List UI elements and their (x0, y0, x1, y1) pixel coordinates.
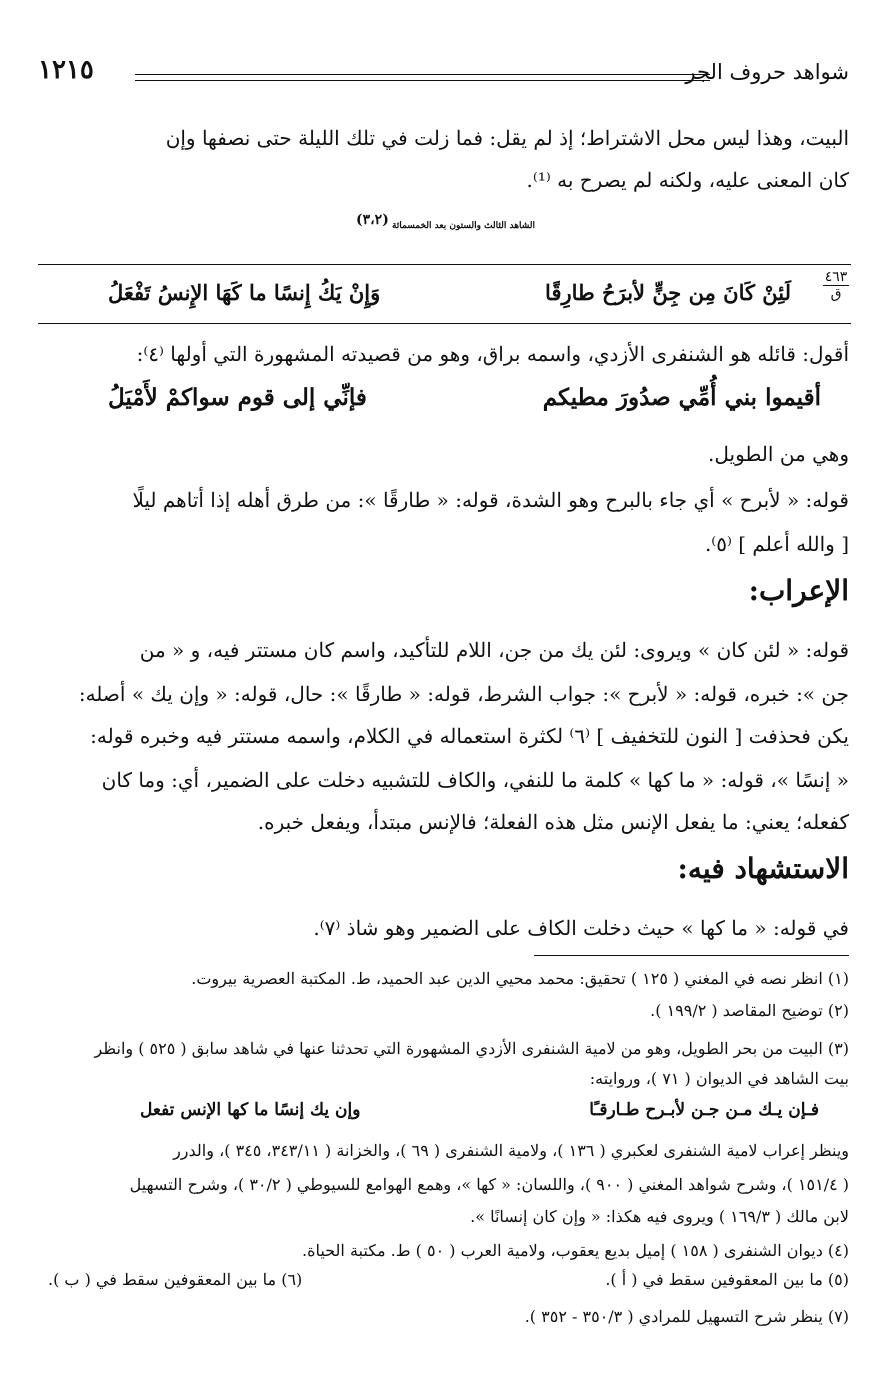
irab-line-3: يكن فحذفت [ النون للتخفيف ] ⁽٦⁾ لكثرة استعماله في الكلام، واسمه مستتر فيه وخبره قوله: (90, 724, 849, 748)
istishhad-heading: الاستشهاد فيه: (677, 852, 849, 885)
verse-top-rule (38, 264, 851, 265)
irab-line-4: « إنسًا »، قوله: « ما كها » كلمة ما للنفي، والكاف للتشبيه دخلت على الضمير، أي: وما كان (101, 768, 849, 792)
footnote-2: (٢) توضيح المقاصد ( ١٩٩/٢ ). (650, 1001, 849, 1020)
footnote-7: (٧) ينظر شرح التسهيل للمرادي ( ٣٥٠/٣ - ٣٥٢ ). (524, 1307, 849, 1326)
commentary-verse-second: فإنِّي إلى قوم سواكمْ لأَمْيَلُ (108, 384, 367, 411)
footnote-1: (١) انظر نصه في المغني ( ١٢٥ ) تحقيق: محمد محيي الدين عبد الحميد، ط. المكتبة العصرية بيروت. (191, 969, 849, 988)
running-header-title: شواهد حروف الجر (685, 60, 849, 84)
header-rule (135, 74, 710, 81)
footnote-3-verse-second: وإن يك إنسًا ما كها الإنس تفعل (140, 1100, 361, 1120)
irab-line-2: جن »: خبره، قوله: « لأبرح »: جواب الشرط، قوله: « طارقًا »: حال، قوله: « وإن يك » أصله: (78, 682, 849, 706)
footnote-3-verse-first: فـإن يـك مـن جـن لأبـرح طـارقـًا (589, 1100, 819, 1120)
main-verse-second-hemistich: وَإِنْ يَكُ إِنسًا ما كَهَا الإِنسُ تَفْعَلُ (108, 280, 381, 305)
witness-number-bottom: ق (830, 286, 842, 302)
footnote-3-line-2: بيت الشاهد في الديوان ( ٧١ )، وروايته: (589, 1069, 849, 1088)
page-number: ١٢١٥ (38, 55, 94, 85)
commentary-verse-first: أقيموا بني أُمِّي صدُورَ مطيكم (542, 384, 821, 411)
commentary-line-2: وهي من الطويل. (708, 442, 849, 466)
footnote-3-line-1: (٣) البيت من بحر الطويل، وهو من لامية الشنفرى الأزدي المشهورة التي تحدثنا عنها في شاهد سابق ( ٥٢٥ ) وانظر (94, 1039, 849, 1058)
witness-number-top: ٤٦٣ (824, 269, 848, 285)
footnote-3-line-4: ( ١٥١/٤ )، وشرح شواهد المغني ( ٩٠٠ )، واللسان: « كها »، وهمع الهوامع للسيوطي ( ٣٠/٢ )، وشرح التسهيل (129, 1175, 849, 1194)
verse-bottom-rule (38, 323, 851, 324)
commentary-line-4: [ والله أعلم ] ⁽٥⁾. (704, 532, 849, 556)
commentary-line-1: أقول: قائله هو الشنفرى الأزدي، واسمه براق، وهو من قصيدته المشهورة التي أولها ⁽٤⁾: (136, 342, 849, 366)
irab-line-5: كفعله؛ يعني: ما يفعل الإنس مثل هذه الفعلة؛ فالإنس مبتدأ، ويفعل خبره. (257, 810, 849, 834)
footnote-6: (٦) ما بين المعقوفين سقط في ( ب ). (48, 1270, 303, 1289)
footnote-3-line-3: وينظر إعراب لامية الشنفرى لعكبري ( ١٣٦ )، ولامية الشنفرى ( ٦٩ )، والخزانة ( ٣٤٣/١١، ٣٤٥ )، والدرر (173, 1141, 849, 1160)
footnote-separator (534, 955, 849, 956)
intro-line-2: كان المعنى عليه، ولكنه لم يصرح به ⁽¹⁾. (526, 168, 849, 192)
witness-number (823, 270, 849, 301)
commentary-line-3: قوله: « لأبرح » أي جاء بالبرح وهو الشدة، قوله: « طارقًا »: من طرق أهله إذا أتاهم ليلًا (132, 488, 849, 512)
witness-title (0, 212, 891, 231)
footnote-3-line-5: لابن مالك ( ١٦٩/٣ ) ويروى فيه هكذا: « وإن كان إنسانًا ». (470, 1207, 849, 1226)
main-verse-first-hemistich: لَئِنْ كَانَ مِن جِنٍّ لأبرَحُ طارِقًا (545, 280, 791, 305)
footnote-5: (٥) ما بين المعقوفين سقط في ( أ ). (605, 1270, 849, 1289)
irab-heading: الإعراب: (748, 574, 849, 607)
witness-title-text: الشاهد الثالث والستون بعد الخمسمائة (391, 221, 535, 231)
intro-line-1: البيت، وهذا ليس محل الاشتراط؛ إذ لم يقل: فما زلت في تلك الليلة حتى نصفها وإن (165, 126, 849, 150)
witness-title-note: (٣،٢) (356, 212, 389, 228)
footnote-4: (٤) ديوان الشنفرى ( ١٥٨ ) إميل بديع يعقوب، ولامية العرب ( ٥٠ ) ط. مكتبة الحياة. (302, 1241, 849, 1260)
istishhad-line-1: في قوله: « ما كها » حيث دخلت الكاف على الضمير وهو شاذ ⁽٧⁾. (313, 916, 849, 940)
irab-line-1: قوله: « لئن كان » ويروى: لئن يك من جن، اللام للتأكيد، واسم كان مستتر فيه، و « من (139, 638, 849, 662)
